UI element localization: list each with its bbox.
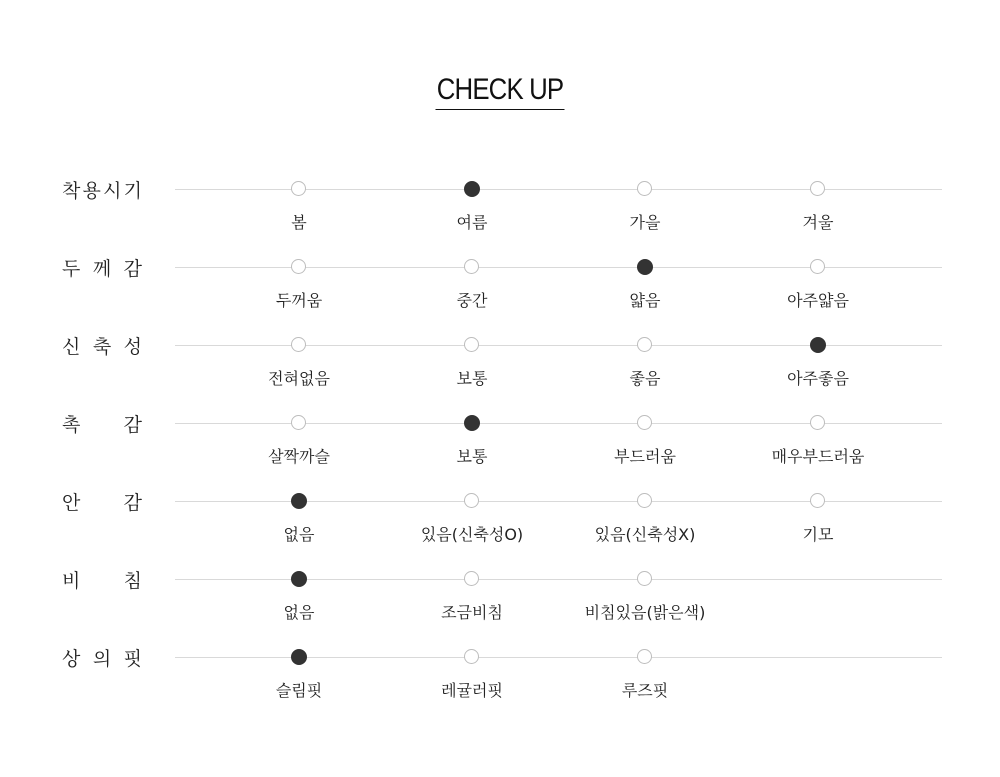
selected-dot-icon	[464, 181, 480, 197]
checkup-row	[0, 569, 1000, 639]
empty-dot-icon	[637, 571, 652, 586]
empty-dot-icon	[810, 181, 825, 196]
row-label	[62, 177, 142, 201]
option-label: 조금비침	[441, 603, 503, 622]
empty-dot-icon	[291, 415, 306, 430]
empty-dot-icon	[637, 415, 652, 430]
checkup-row	[0, 335, 1000, 405]
row-label	[62, 411, 142, 435]
empty-dot-icon	[464, 493, 479, 508]
row-label-char: 핏	[123, 647, 142, 670]
option-label: 중간	[456, 291, 488, 310]
option-label: 좋음	[629, 369, 661, 388]
option-label: 매우부드러움	[771, 447, 865, 466]
empty-dot-icon	[464, 337, 479, 352]
selected-dot-icon	[291, 649, 307, 665]
row-label-char: 안	[62, 491, 81, 514]
empty-dot-icon	[637, 181, 652, 196]
option-label: 아주좋음	[787, 369, 849, 388]
checkup-row	[0, 647, 1000, 717]
row-label-char: 착	[62, 179, 81, 202]
row-label-char: 의	[92, 647, 112, 670]
option-label: 보통	[456, 369, 488, 388]
row-label	[62, 567, 142, 591]
option-label: 아주얇음	[787, 291, 849, 310]
selected-dot-icon	[637, 259, 653, 275]
empty-dot-icon	[291, 259, 306, 274]
empty-dot-icon	[810, 493, 825, 508]
checkup-row	[0, 257, 1000, 327]
option-label: 있음(신축성X)	[594, 525, 696, 544]
row-label-char: 축	[92, 335, 112, 358]
row-label	[62, 489, 142, 513]
row-label-char: 촉	[62, 413, 81, 436]
option-label: 봄	[291, 213, 307, 232]
empty-dot-icon	[291, 337, 306, 352]
row-label	[62, 333, 142, 357]
row-label-char: 두	[62, 257, 81, 280]
row-label-char: 침	[123, 569, 142, 592]
row-label-char: 기	[123, 179, 142, 202]
row-label-char: 비	[62, 569, 81, 592]
row-label-char: 신	[62, 335, 81, 358]
option-label: 루즈핏	[621, 681, 669, 700]
checkup-row	[0, 413, 1000, 483]
selected-dot-icon	[810, 337, 826, 353]
option-label: 부드러움	[614, 447, 676, 466]
option-label: 보통	[456, 447, 488, 466]
row-label-char: 성	[123, 335, 142, 358]
empty-dot-icon	[464, 259, 479, 274]
option-label: 있음(신축성O)	[420, 525, 524, 544]
row-label	[62, 645, 142, 669]
row-label-char: 감	[123, 491, 142, 514]
empty-dot-icon	[291, 181, 306, 196]
empty-dot-icon	[637, 493, 652, 508]
empty-dot-icon	[464, 649, 479, 664]
option-label: 전혀없음	[268, 369, 330, 388]
empty-dot-icon	[637, 337, 652, 352]
row-label-char: 감	[123, 413, 142, 436]
page-title-text: CHECK UP	[436, 72, 564, 110]
row-label-char: 시	[103, 179, 122, 202]
row-label-char: 상	[62, 647, 81, 670]
row-label-char: 용	[82, 179, 101, 202]
option-label: 기모	[802, 525, 834, 544]
selected-dot-icon	[291, 493, 307, 509]
empty-dot-icon	[810, 259, 825, 274]
empty-dot-icon	[637, 649, 652, 664]
row-label-char: 께	[92, 257, 112, 280]
option-label: 없음	[283, 525, 315, 544]
selected-dot-icon	[291, 571, 307, 587]
empty-dot-icon	[810, 415, 825, 430]
option-label: 레귤러핏	[441, 681, 503, 700]
option-label: 얇음	[629, 291, 661, 310]
page-title	[70, 72, 930, 110]
option-label: 겨울	[802, 213, 834, 232]
option-label: 비침있음(밝은색)	[584, 603, 706, 622]
option-label: 없음	[283, 603, 315, 622]
checkup-row	[0, 179, 1000, 249]
row-label	[62, 255, 142, 279]
selected-dot-icon	[464, 415, 480, 431]
option-label: 가을	[629, 213, 661, 232]
option-label: 두꺼움	[275, 291, 323, 310]
checkup-row	[0, 491, 1000, 561]
option-label: 살짝까슬	[268, 447, 330, 466]
option-label: 슬림핏	[275, 681, 323, 700]
empty-dot-icon	[464, 571, 479, 586]
option-label: 여름	[456, 213, 488, 232]
row-label-char: 감	[123, 257, 142, 280]
